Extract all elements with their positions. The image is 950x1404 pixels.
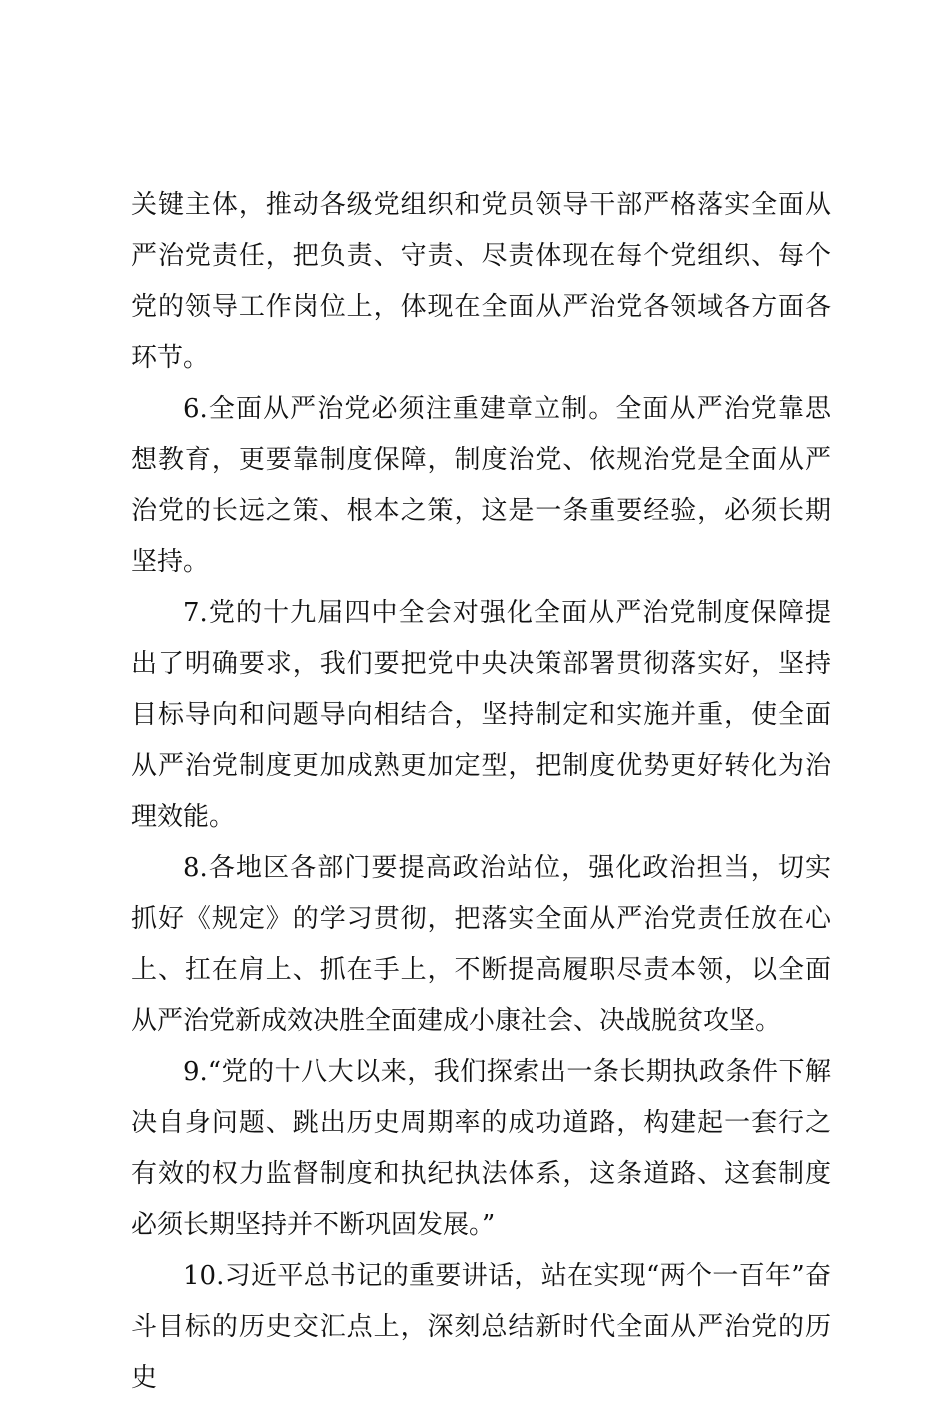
paragraph-8: 8.各地区各部门要提高政治站位，强化政治担当，切实抓好《规定》的学习贯彻，把落实全面从严治党责任放在心上、扛在肩上、抓在手上，不断提高履职尽责本领，以全面从严治党新成效决胜全面建成小康社会、决战脱贫攻坚。	[131, 853, 831, 1036]
paragraph-6: 6.全面从严治党必须注重建章立制。全面从严治党靠思想教育，更要靠制度保障，制度治党、依规治党是全面从严治党的长远之策、根本之策，这是一条重要经验，必须长期坚持。	[131, 394, 831, 577]
paragraph-10: 10.习近平总书记的重要讲话，站在实现“两个一百年”奋斗目标的历史交汇点上，深刻总结新时代全面从严治党的历史	[131, 1261, 831, 1393]
paragraph-continuation: 关键主体，推动各级党组织和党员领导干部严格落实全面从严治党责任，把负责、守责、尽责体现在每个党组织、每个党的领导工作岗位上，体现在全面从严治党各领域各方面各环节。	[131, 190, 831, 373]
paragraph-9: 9.“党的十八大以来，我们探索出一条长期执政条件下解决自身问题、跳出历史周期率的成功道路，构建起一套行之有效的权力监督制度和执纪执法体系，这条道路、这套制度必须长期坚持并不断巩固发展。”	[131, 1057, 831, 1240]
document-body	[131, 180, 831, 1404]
paragraph-7: 7.党的十九届四中全会对强化全面从严治党制度保障提出了明确要求，我们要把党中央决策部署贯彻落实好，坚持目标导向和问题导向相结合，坚持制定和实施并重，使全面从严治党制度更加成熟更加定型，把制度优势更好转化为治理效能。	[131, 598, 831, 832]
